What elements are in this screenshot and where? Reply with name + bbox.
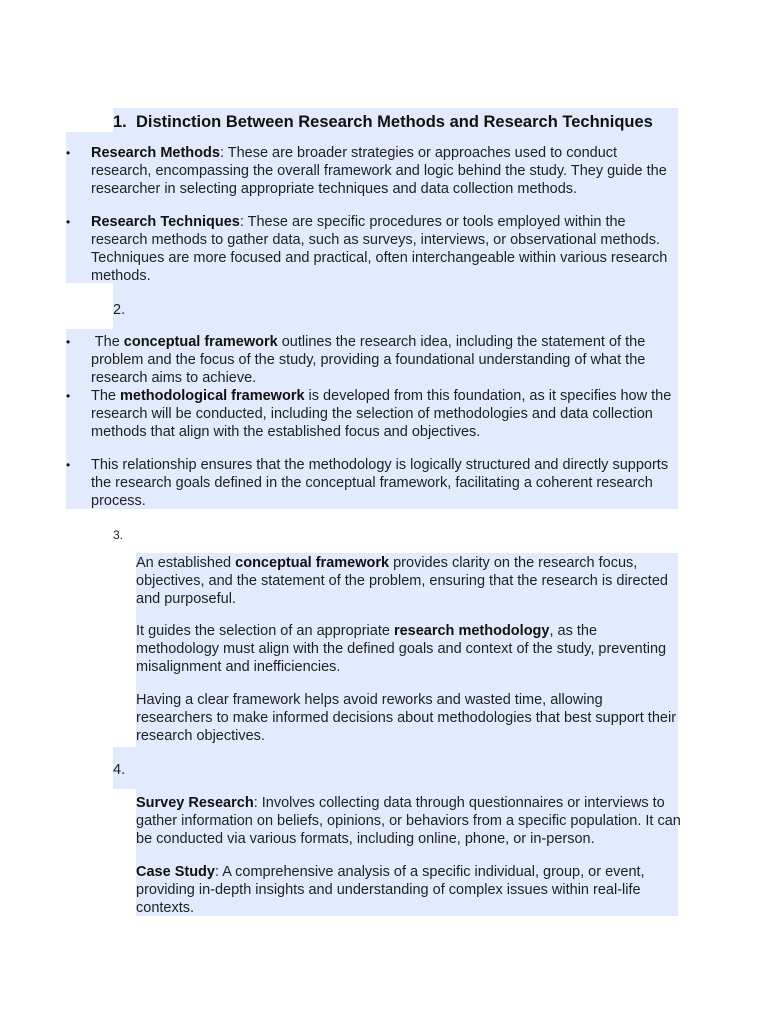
term-bold: research methodology — [393, 623, 550, 639]
item-text: : A comprehensive analysis of a specific individual, group, or event, providing in-depth insights and understanding of complex issues within real-life contexts. — [136, 864, 645, 916]
section-1-number: 1. — [113, 113, 127, 131]
item-pre: An established — [136, 555, 236, 571]
item-text: provides clarity on the research focus, objectives, and the statement of the problem, ensuring that the research is directed and purposeful. — [136, 555, 668, 607]
term-bold: Survey Research — [136, 795, 254, 811]
section-4-number: 4. — [113, 762, 126, 778]
item-text: This relationship ensures that the methodology is logically structured and directly supports the research goals defined in the conceptual framework, facilitating a coherent research process. — [91, 457, 669, 509]
term-bold: methodological framework — [120, 388, 305, 404]
item-pre: It guides the selection of an appropriate — [136, 623, 394, 639]
bullet: • — [66, 458, 71, 472]
paragraph-case-study — [136, 863, 681, 917]
highlight-number-4 — [113, 747, 678, 789]
item-pre: The — [91, 388, 121, 404]
list-item-research-methods — [91, 144, 677, 198]
paragraph-guides-selection — [136, 622, 681, 676]
highlight-number-2 — [113, 283, 678, 329]
list-item-research-techniques — [91, 213, 677, 285]
item-pre: The — [91, 334, 124, 350]
item-text: outlines the research idea, including the statement of the problem and the focus of the study, providing a foundational understanding of what the research aims to achieve. — [91, 334, 646, 386]
item-text: : These are broader strategies or approaches used to conduct research, encompassing the overall framework and logic behind the study. They guide the researcher in selecting appropriate techniques and data collection methods. — [91, 145, 667, 197]
list-item-conceptual-framework — [91, 333, 677, 387]
item-text: is developed from this foundation, as it specifies how the research will be conducted, including the selection of methodologies and data collection methods that align with the established focus and objectives. — [91, 388, 672, 440]
item-text: , as the methodology must align with the defined goals and context of the study, preventing misalignment and inefficiencies. — [136, 623, 667, 675]
bullet: • — [66, 215, 71, 229]
list-item-relationship — [91, 456, 677, 510]
section-3-number: 3. — [113, 528, 124, 542]
term-bold: conceptual framework — [123, 334, 278, 350]
item-text: : These are specific procedures or tools employed within the research methods to gather data, such as surveys, interviews, or observational methods. Techniques are more focused and practical, often interchangeable within various research methods. — [91, 214, 668, 284]
section-1-heading: Distinction Between Research Methods and Research Techniques — [136, 113, 653, 131]
term-bold: Case Study — [136, 864, 215, 880]
bullet: • — [66, 335, 71, 349]
bullet: • — [66, 389, 71, 403]
item-text: : Involves collecting data through questionnaires or interviews to gather information on beliefs, opinions, or behaviors from a specific population. It can be conducted via various formats, including online, phone, or in-person. — [136, 795, 681, 847]
paragraph-survey-research — [136, 794, 681, 848]
paragraph-established-framework — [136, 554, 681, 608]
section-2-number: 2. — [113, 302, 126, 318]
item-text: Having a clear framework helps avoid reworks and wasted time, allowing researchers to make informed decisions about methodologies that best support their research objectives. — [136, 692, 677, 744]
bullet: • — [66, 146, 71, 160]
paragraph-clear-framework — [136, 691, 681, 745]
list-item-methodological-framework — [91, 387, 677, 441]
term-bold: Research Methods — [91, 145, 220, 161]
term-bold: Research Techniques — [91, 214, 240, 230]
term-bold: conceptual framework — [235, 555, 390, 571]
